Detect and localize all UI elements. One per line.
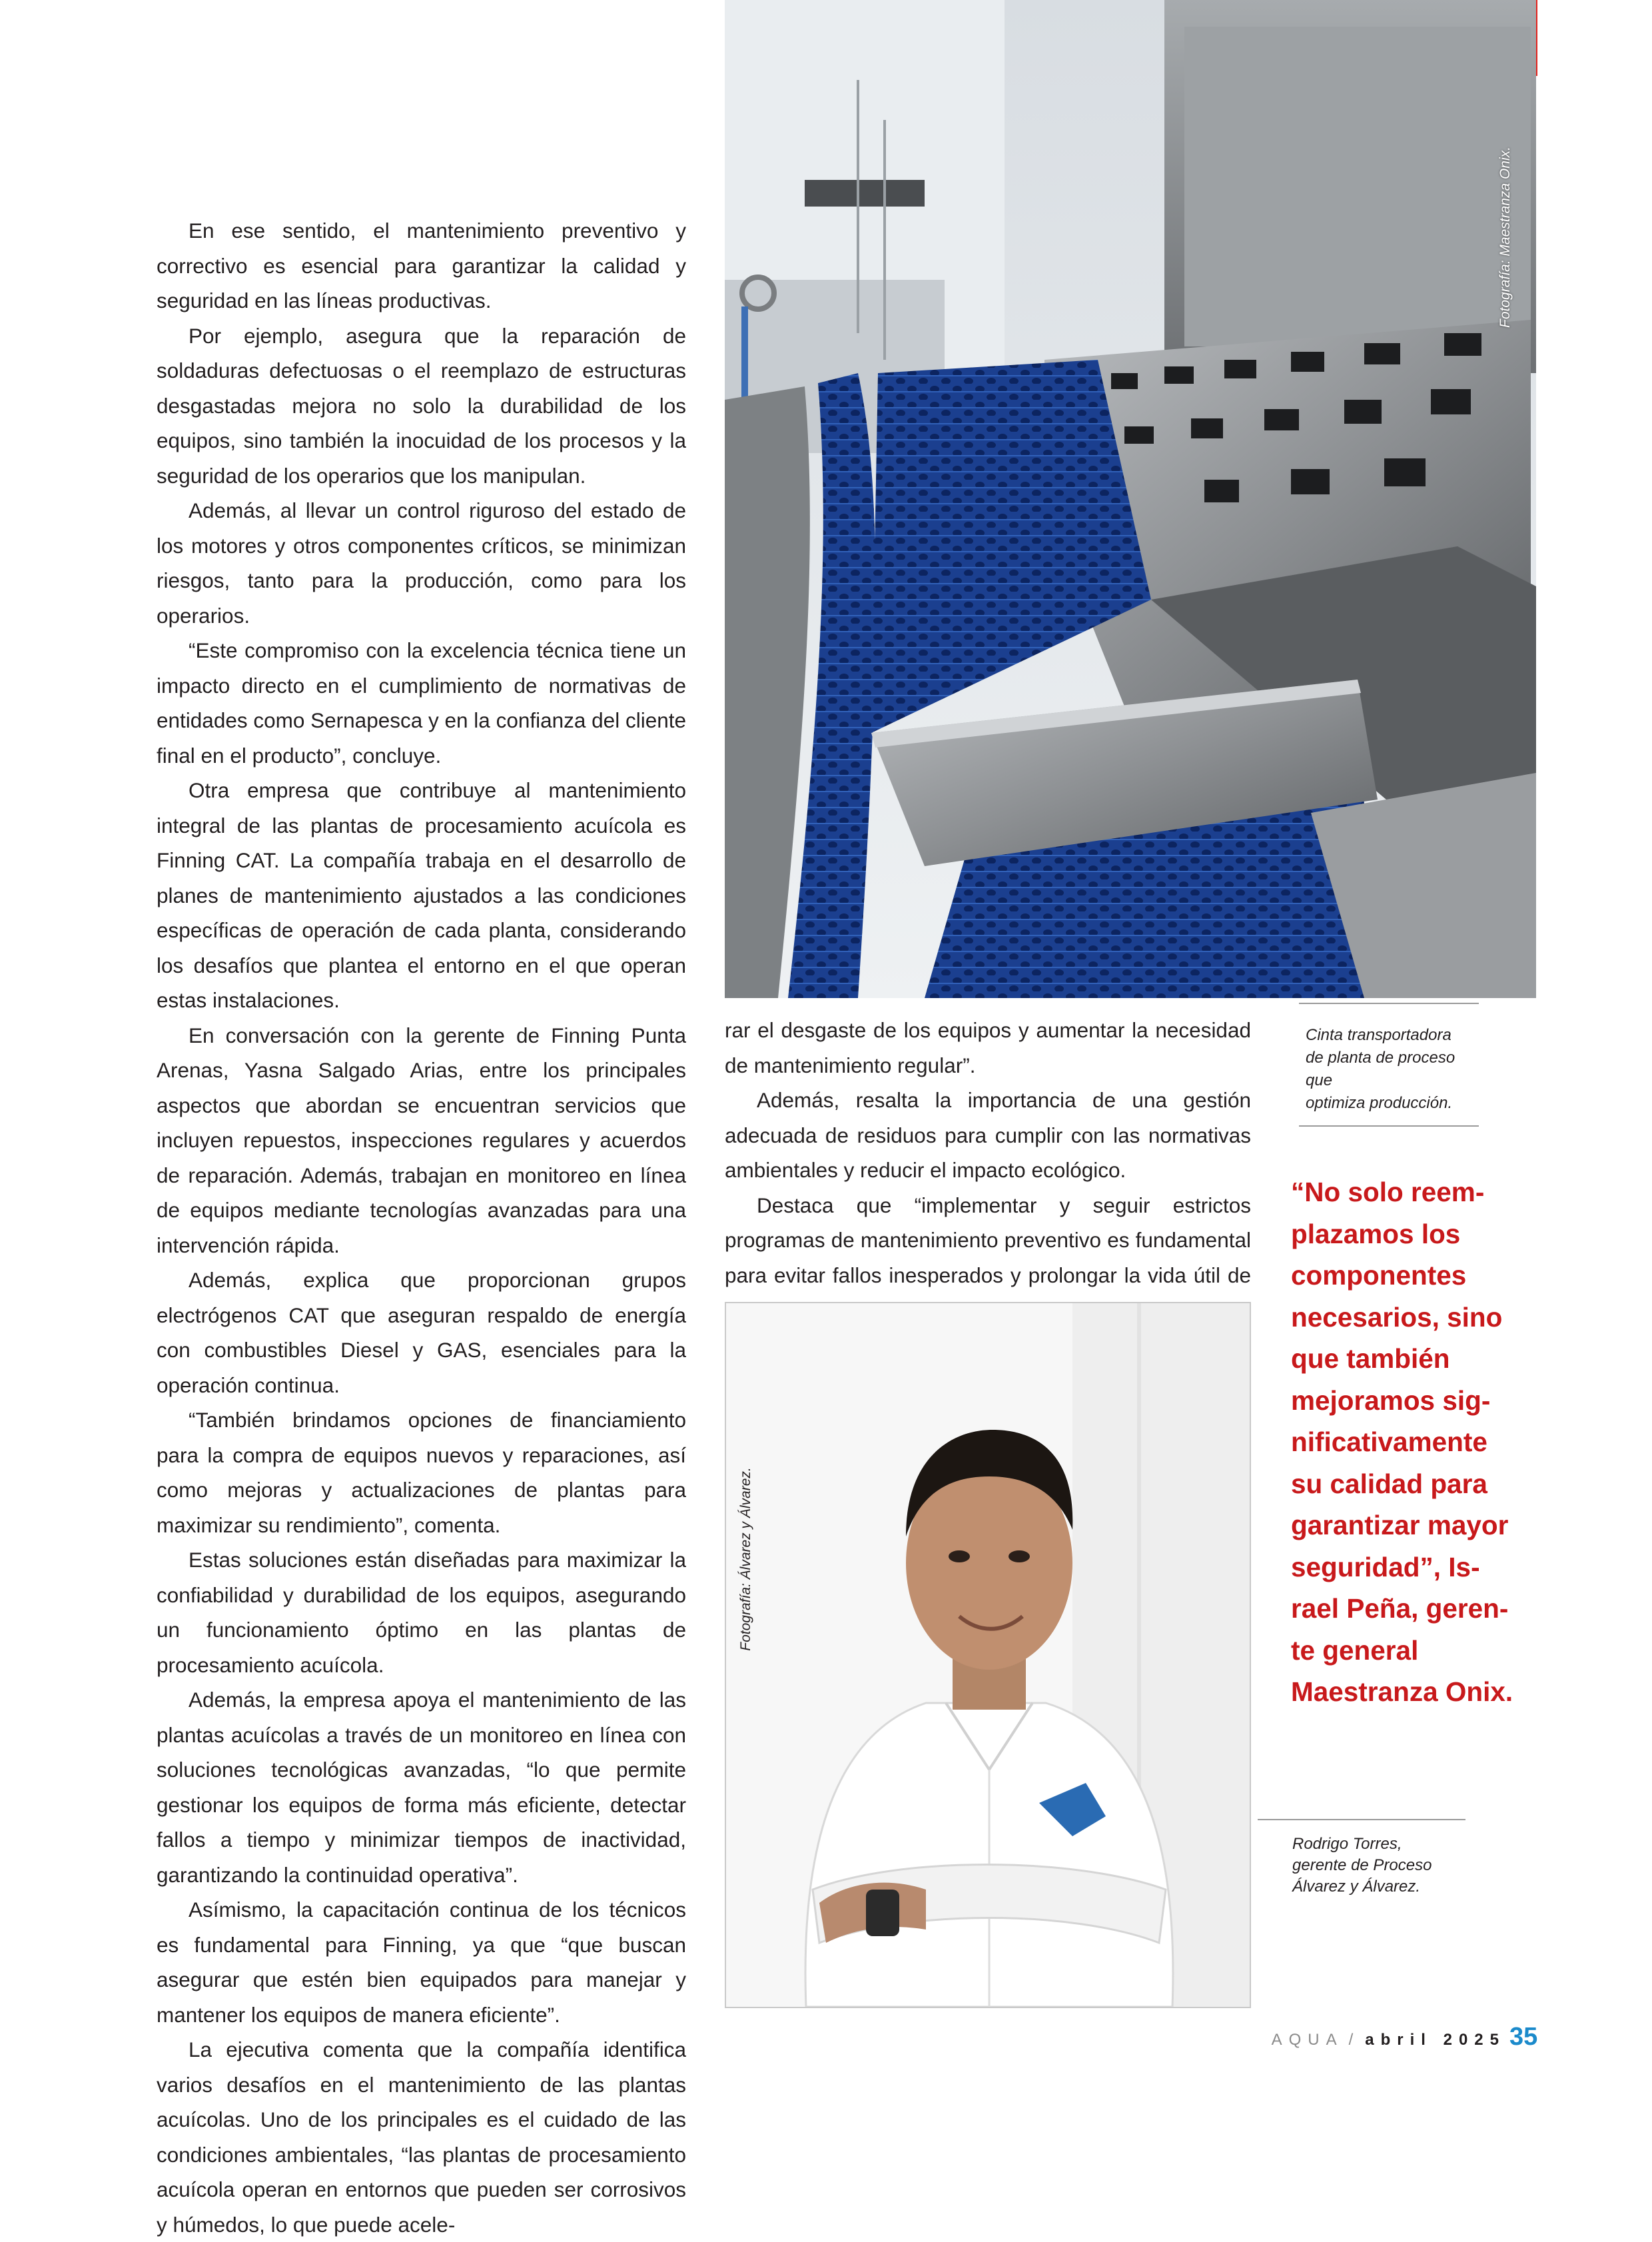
paragraph: Asímismo, la capacitación continua de los técnicos es fundamental para Finning, ya que “que buscan asegurar que estén bien equipados para manejar y mantener los equipos de manera eficiente”.	[157, 1898, 686, 2027]
caption-line: Rodrigo Torres,	[1292, 1835, 1402, 1853]
paragraph: En conversación con la gerente de Finning Punta Arenas, Yasna Salgado Arias, entre los principales aspectos que abordan se encuentran servicios que incluyen repuestos, inspecciones regulares y acuerdos de reparación. Además, trabajan en monitoreo en línea de equipos mediante tecnologías avanzadas para una intervención rápida.	[157, 1023, 686, 1257]
quote-line: mejoramos sig-	[1291, 1385, 1491, 1416]
issue-date: abril 2025	[1365, 2031, 1505, 2049]
conveyor-photo	[725, 0, 1536, 998]
paragraph: “Este compromiso con la excelencia técnica tiene un impacto directo en el cumplimiento de normativas de entidades como Sernapesca y en la confianza del cliente final en el producto”, concluye.	[157, 638, 687, 768]
quote-line: seguridad”, Is-	[1291, 1551, 1480, 1582]
paragraph: rar el desgaste de los equipos y aumentar la necesidad de mantenimiento regular”.	[725, 1018, 1251, 1077]
page-footer	[959, 2031, 1505, 2049]
quote-line: que también	[1291, 1343, 1450, 1374]
article-column-2	[725, 1013, 1251, 1328]
photo-credit: Fotografía: Maestranza Onix.	[1497, 147, 1513, 328]
quote-line: “No solo reem-	[1291, 1177, 1485, 1207]
caption-line: gerente de Proceso	[1292, 1856, 1432, 1874]
quote-line: rael Peña, geren-	[1291, 1593, 1509, 1624]
photo-credit: Fotografía: Álvarez y Álvarez.	[738, 1467, 753, 1651]
paragraph: Además, explica que proporcionan grupos electrógenos CAT que aseguran respaldo de energía con combustibles Diesel y GAS, esenciales para la operación continua.	[157, 1268, 686, 1397]
caption-line: de planta de proceso que	[1306, 1049, 1455, 1089]
quote-line: nificativamente	[1291, 1426, 1487, 1457]
photo-caption	[1299, 1003, 1479, 1127]
pull-quote	[1291, 1171, 1537, 1713]
page-number: 35	[1509, 2023, 1538, 2051]
quote-line: Maestranza Onix.	[1291, 1676, 1513, 1707]
magazine-name: AQUA	[1271, 2031, 1344, 2049]
caption-line: optimiza producción.	[1306, 1094, 1453, 1112]
paragraph: En ese sentido, el mantenimiento preventivo y correctivo es esencial para garantizar la calidad y seguridad en las líneas productivas.	[157, 219, 686, 312]
paragraph: Estas soluciones están diseñadas para maximizar la confiabilidad y durabilidad de los equipos, asegurando un funcionamiento óptimo en las plantas de procesamiento acuícola.	[157, 1548, 686, 1677]
paragraph: Además, la empresa apoya el mantenimiento de las plantas acuícolas a través de un monitoreo en línea con soluciones tecnológicas avanzadas, “lo que permite gestionar los equipos de forma más eficiente, detectar fallos a tiempo y minimizar tiempos de inactividad, garantizando la continuidad operativa”.	[157, 1688, 686, 1887]
quote-line: necesarios, sino	[1291, 1301, 1503, 1333]
footer-separator: /	[1348, 2031, 1360, 2049]
paragraph: La ejecutiva comenta que la compañía identifica varios desafíos en el mantenimiento de las plantas acuícolas. Uno de los principales es el cuidado de las condiciones ambientales, “las plantas de procesamiento acuícola operan en entornos que pueden ser corrosivos y húmedos, lo que puede acele-	[157, 2037, 686, 2237]
paragraph: “También brindamos opciones de financiamiento para la compra de equipos nuevos y reparaciones, así como mejoras y actualizaciones de plantas para maximizar su rendimiento”, comenta.	[157, 1408, 686, 1537]
paragraph: Otra empresa que contribuye al mantenimiento integral de las plantas de procesamiento acuícola es Finning CAT. La compañía trabaja en el desarrollo de planes de mantenimiento ajustados a las condiciones específicas de operación de cada planta, considerando los desafíos que plantea el entorno en el que operan estas instalaciones.	[157, 778, 686, 1012]
quote-line: plazamos los	[1291, 1218, 1461, 1249]
quote-line: te general	[1291, 1634, 1419, 1666]
paragraph: Además, al llevar un control riguroso del estado de los motores y otros componentes críticos, se minimizan riesgos, tanto para la producción, como para los operarios.	[157, 498, 686, 628]
quote-line: garantizar mayor	[1291, 1510, 1509, 1540]
portrait-photo	[725, 1302, 1251, 2008]
article-column-1	[157, 213, 686, 2242]
quote-line: su calidad para	[1291, 1468, 1487, 1499]
paragraph: Además, resalta la importancia de una gestión adecuada de residuos para cumplir con las normativas ambientales y reducir el impacto ecológico.	[725, 1088, 1251, 1182]
caption-line: Cinta transportadora	[1306, 1026, 1451, 1044]
quote-line: componentes	[1291, 1260, 1467, 1291]
photo-caption	[1258, 1819, 1465, 1898]
paragraph: Por ejemplo, asegura que la reparación de soldaduras defectuosas o el reemplazo de estructuras desgastadas mejora no solo la durabilidad de los equipos, sino también la inocuidad de los procesos y la seguridad de los operarios que los manipulan.	[157, 323, 686, 488]
caption-line: Álvarez y Álvarez.	[1292, 1878, 1421, 1896]
paragraph: Destaca que “implementar y seguir estrictos programas de mantenimiento preventivo es fundamental para evitar fallos inesperados y prolongar la vida útil de	[725, 1193, 1251, 1287]
